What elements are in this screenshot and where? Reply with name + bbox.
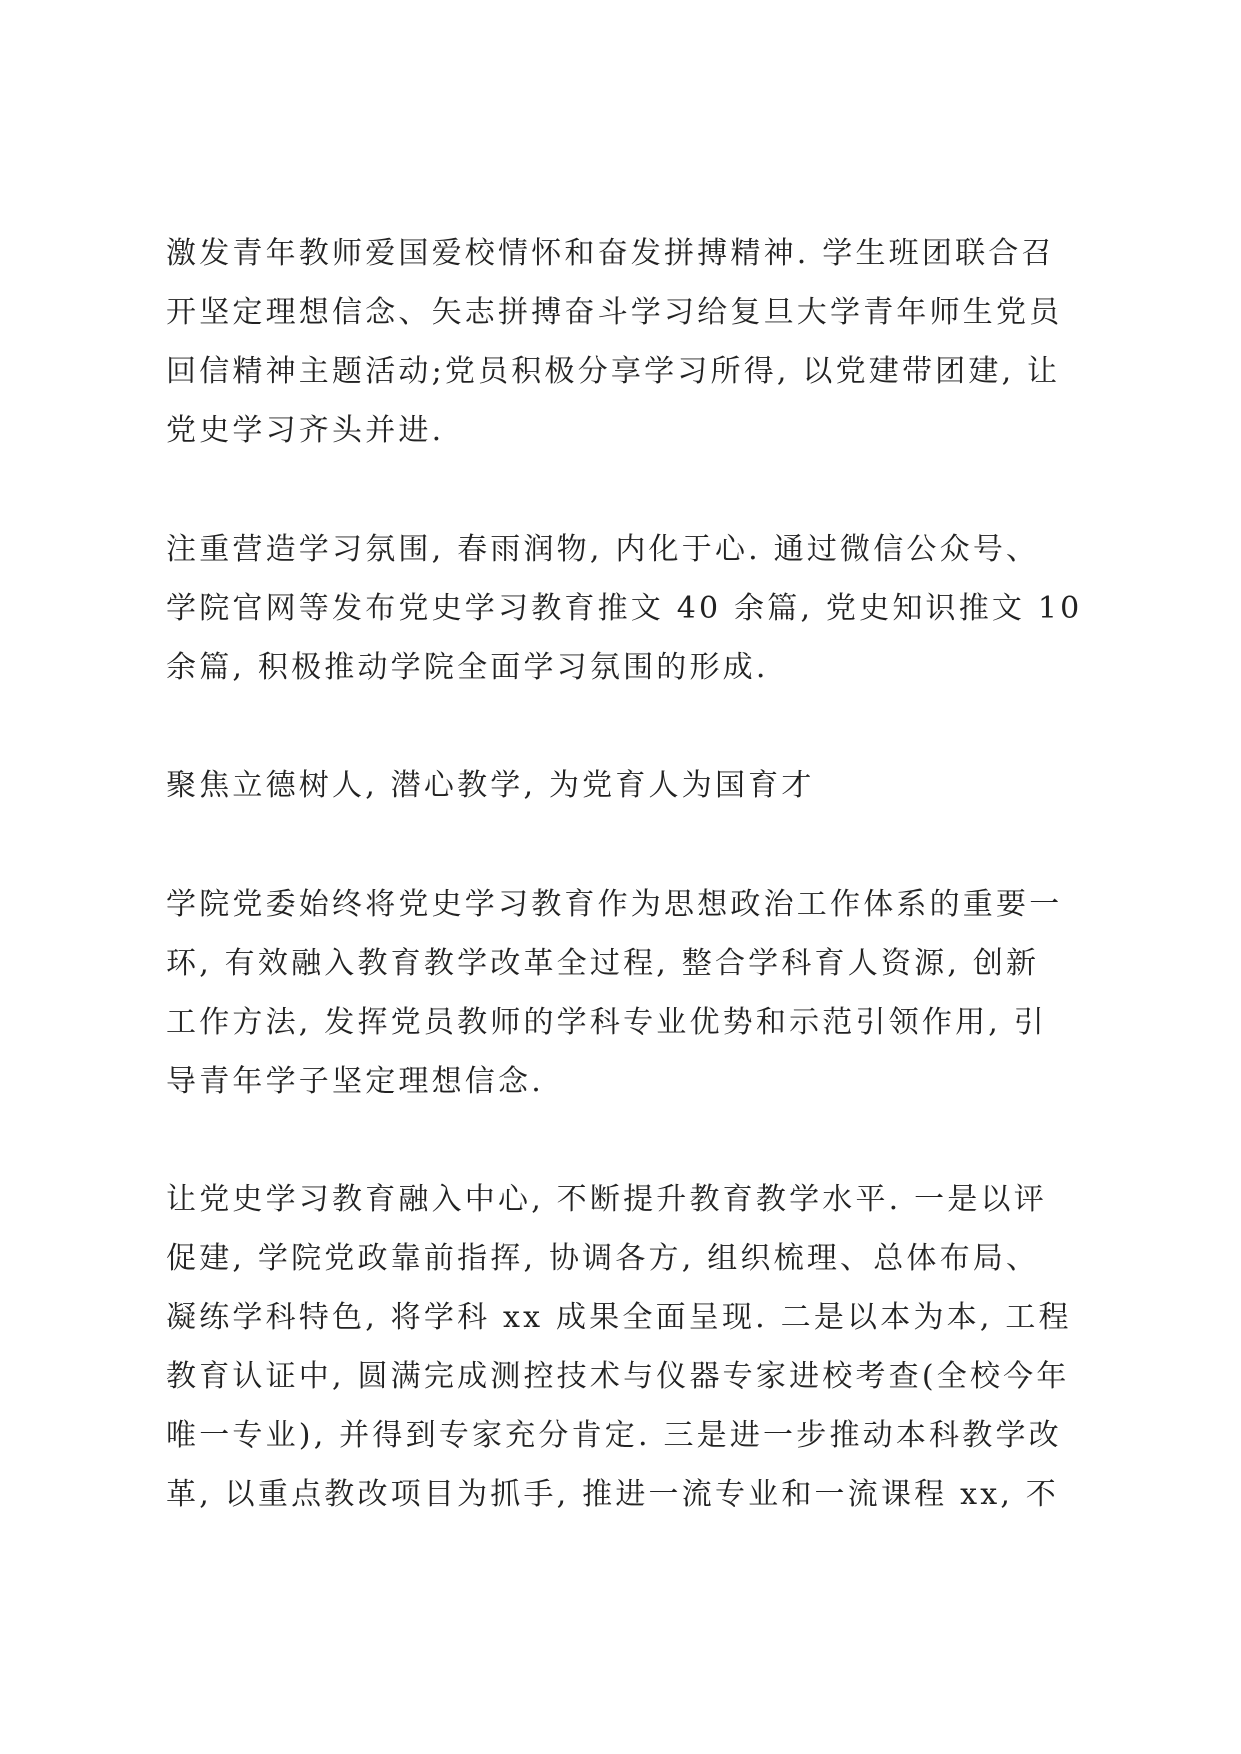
paragraph-line: 开坚定理想信念、矢志拼搏奋斗学习给复旦大学青年师生党员 bbox=[166, 295, 1063, 330]
section-heading: 聚焦立德树人, 潜心教学, 为党育人为国育才 bbox=[166, 768, 815, 803]
paragraph-line: 环, 有效融入教育教学改革全过程, 整合学科育人资源, 创新 bbox=[166, 946, 1040, 981]
paragraph-line: 激发青年教师爱国爱校情怀和奋发拼搏精神. 学生班团联合召 bbox=[166, 236, 1055, 271]
paragraph-line: 凝练学科特色, 将学科 xx 成果全面呈现. 二是以本为本, 工程 bbox=[166, 1300, 1072, 1335]
paragraph-line: 学院党委始终将党史学习教育作为思想政治工作体系的重要一 bbox=[166, 887, 1063, 922]
paragraph-line: 注重营造学习氛围, 春雨润物, 内化于心. 通过微信公众号、 bbox=[166, 532, 1040, 567]
paragraph-line: 让党史学习教育融入中心, 不断提升教育教学水平. 一是以评 bbox=[166, 1182, 1047, 1217]
paragraph-line: 教育认证中, 圆满完成测控技术与仪器专家进校考查(全校今年 bbox=[166, 1359, 1070, 1394]
paragraph-line: 回信精神主题活动;党员积极分享学习所得, 以党建带团建, 让 bbox=[166, 354, 1061, 389]
paragraph-line: 余篇, 积极推动学院全面学习氛围的形成. bbox=[166, 650, 769, 685]
paragraph-line: 党史学习齐头并进. bbox=[166, 413, 445, 448]
paragraph-line: 促建, 学院党政靠前指挥, 协调各方, 组织梳理、总体布局、 bbox=[166, 1241, 1040, 1276]
paragraph-line: 学院官网等发布党史学习教育推文 40 余篇, 党史知识推文 10 bbox=[166, 591, 1083, 626]
paragraph-line: 工作方法, 发挥党员教师的学科专业优势和示范引领作用, 引 bbox=[166, 1005, 1047, 1040]
paragraph-line: 导青年学子坚定理想信念. bbox=[166, 1064, 544, 1099]
paragraph-line: 革, 以重点教改项目为抓手, 推进一流专业和一流课程 xx, 不 bbox=[166, 1477, 1059, 1512]
paragraph-line: 唯一专业), 并得到专家充分肯定. 三是进一步推动本科教学改 bbox=[166, 1418, 1062, 1453]
